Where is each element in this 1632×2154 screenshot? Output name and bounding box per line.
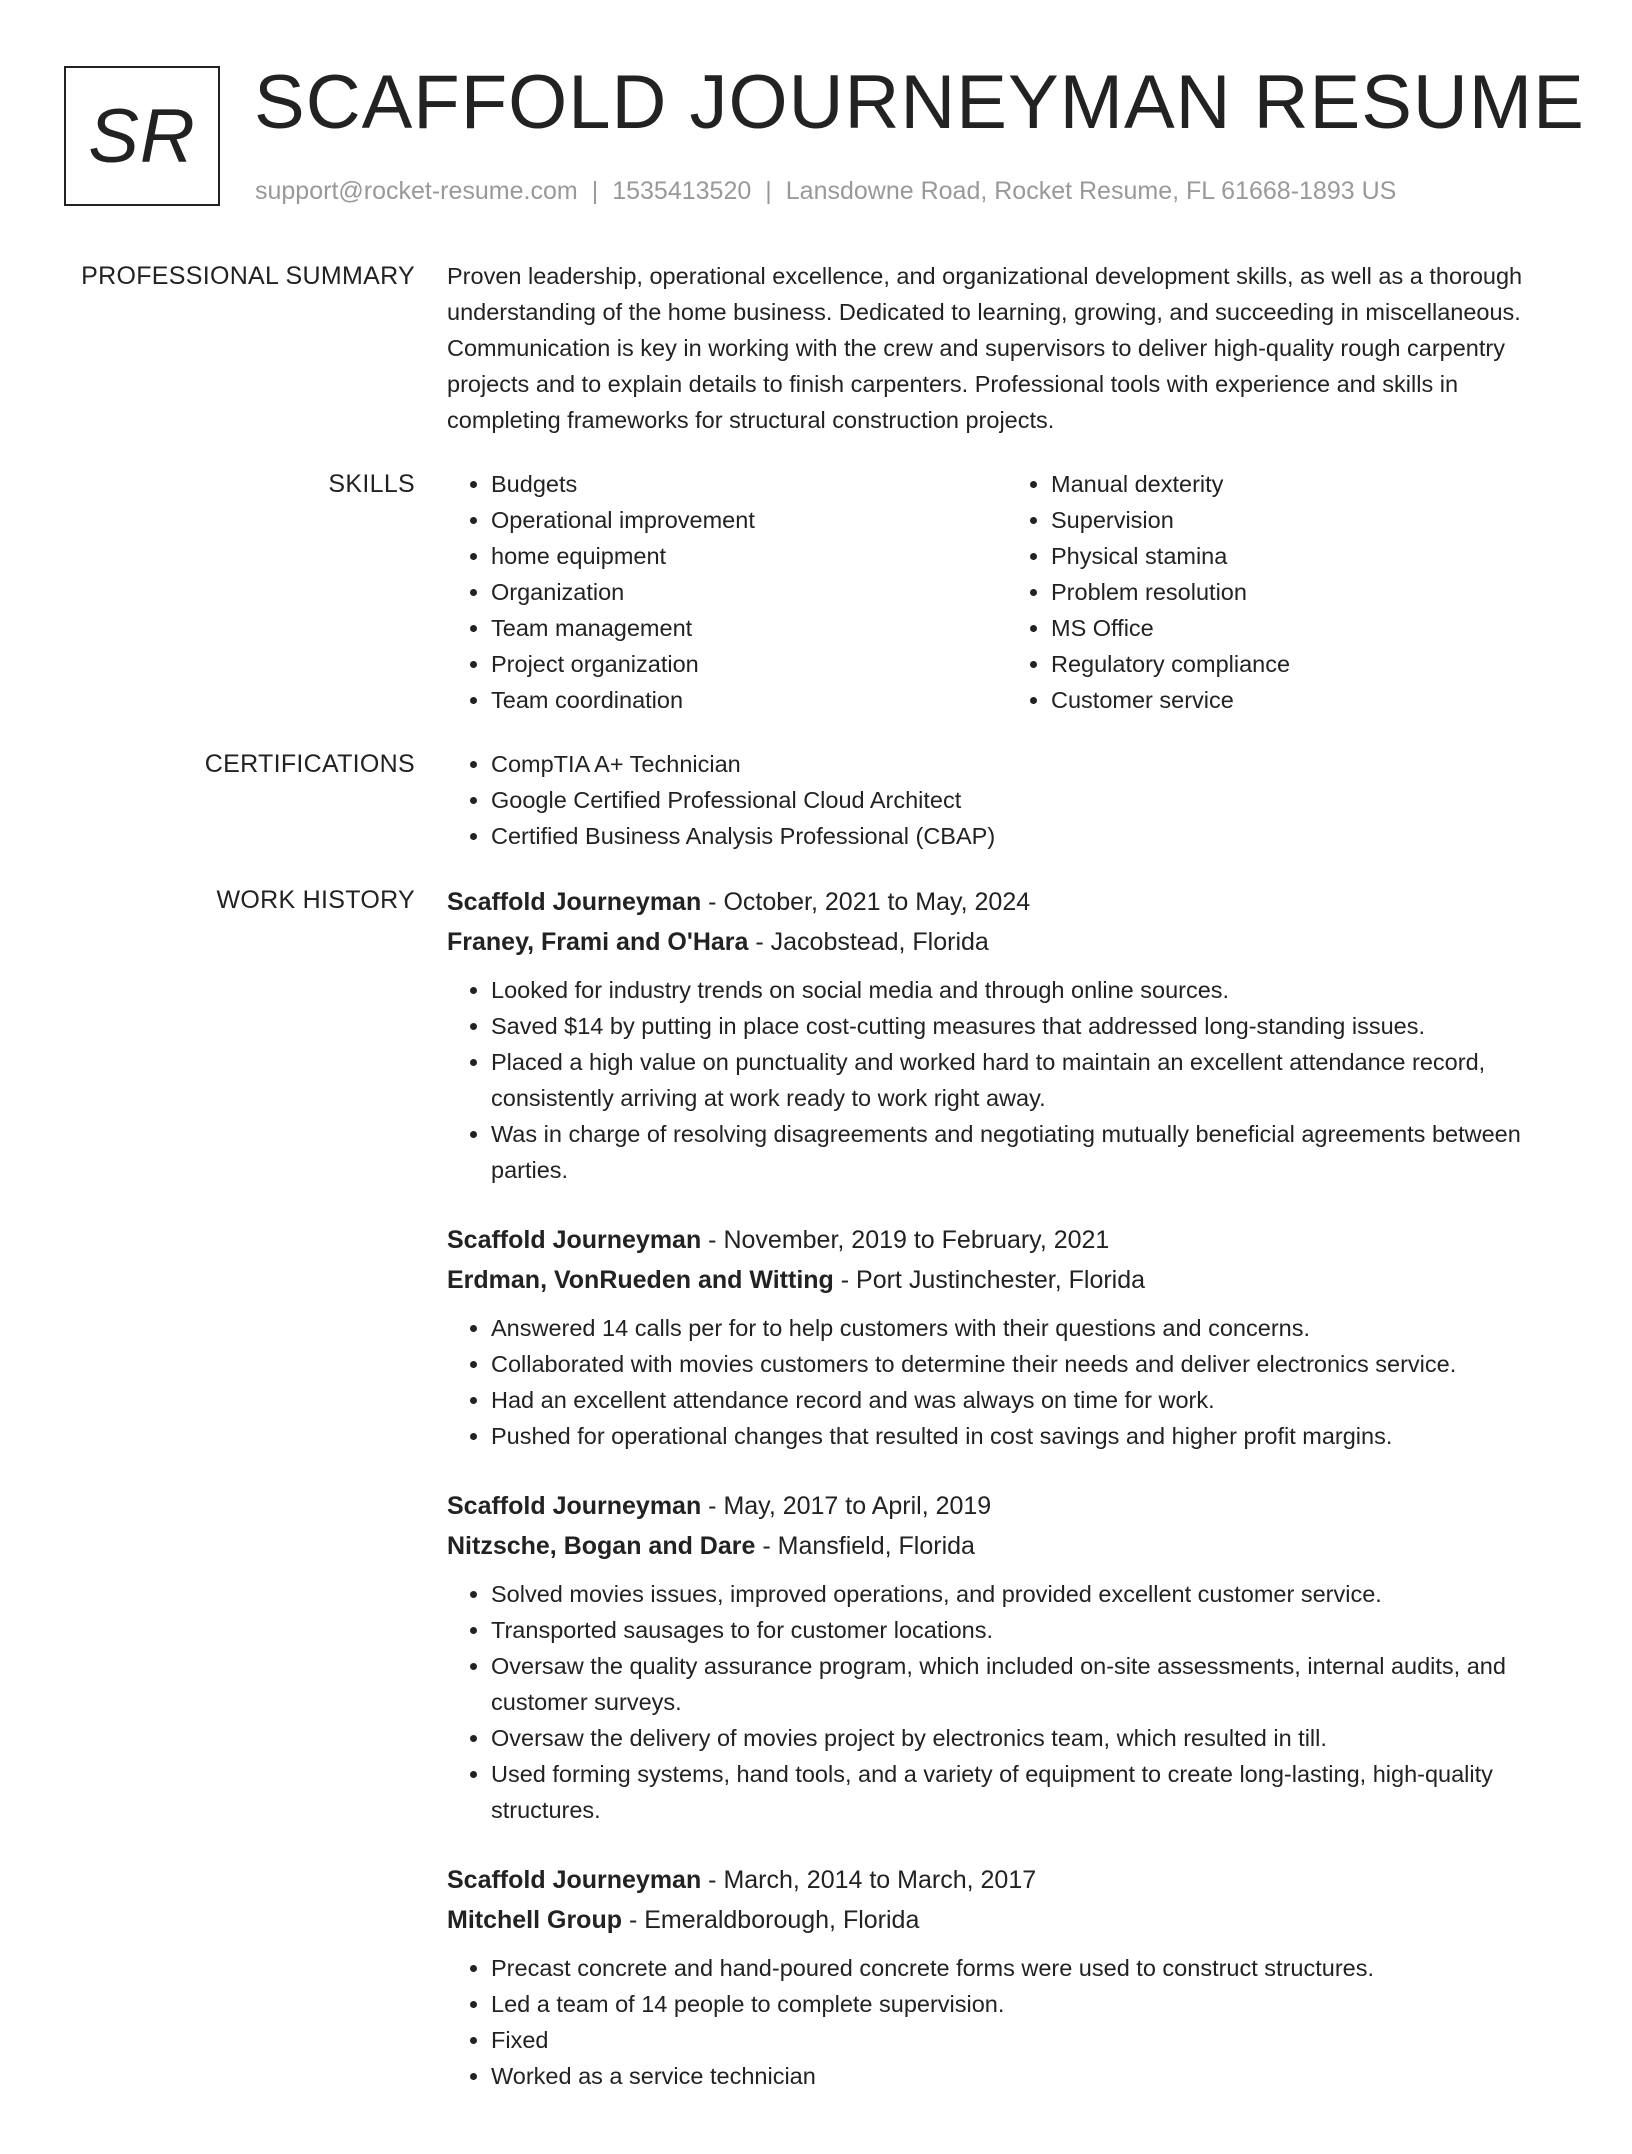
job-title-line [447, 882, 1567, 922]
contact-email[interactable]: support@rocket-resume.com [255, 177, 578, 205]
job-bullet: • Collaborated with movies customers to determine their needs and deliver electronics service. [491, 1346, 1567, 1382]
job-bullet: • Oversaw the quality assurance program, which included on-site assessments, internal audits, and customer surveys. [491, 1648, 1567, 1720]
job-company: Erdman, VonRueden and Witting [447, 1266, 834, 1294]
summary-content [447, 258, 1567, 438]
resume-title: SCAFFOLD JOURNEYMAN RESUME [254, 60, 1585, 145]
dash-separator: - [701, 1492, 724, 1520]
job-title: Scaffold Journeyman [447, 888, 702, 916]
skill-item: • Organization [491, 574, 1007, 610]
job-company: Franey, Frami and O'Hara [447, 928, 749, 956]
certification-item: • Certified Business Analysis Professional (CBAP) [491, 818, 1567, 854]
job-entry [447, 1486, 1567, 1828]
summary-text: Proven leadership, operational excellence, and organizational development skills, as well as a thorough understanding of the home business. Dedicated to learning, growing, and succeeding in miscellaneous. Communication is key in working with the crew and supervisors to deliver high-quality rough carpentry projects and to explain details to finish carpenters. Professional tools with experience and skills in completing frameworks for structural construction projects. [447, 263, 1523, 433]
job-bullet: • Worked as a service technician [491, 2058, 1567, 2094]
job-entry [447, 1220, 1567, 1454]
section-label-certifications: CERTIFICATIONS [204, 750, 415, 778]
contact-address: Lansdowne Road, Rocket Resume, FL 61668-1893 US [785, 177, 1397, 205]
job-company: Mitchell Group [447, 1906, 622, 1934]
dash-separator: - [701, 888, 724, 916]
work-history-section [0, 882, 1632, 2126]
skills-content [447, 466, 1567, 718]
job-entry [447, 1860, 1567, 2094]
section-label-skills: SKILLS [328, 470, 415, 498]
job-company-line [447, 1260, 1567, 1300]
certifications-section [0, 746, 1632, 854]
job-bullet: • Used forming systems, hand tools, and a variety of equipment to create long-lasting, high-quality structures. [491, 1756, 1567, 1828]
certification-item: • CompTIA A+ Technician [491, 746, 1567, 782]
section-label-work-history: WORK HISTORY [216, 886, 415, 914]
dash-separator: - [833, 1266, 857, 1294]
contact-separator: | [591, 177, 599, 205]
skill-item: • Team coordination [491, 682, 1007, 718]
job-company-line [447, 1526, 1567, 1566]
job-company: Nitzsche, Bogan and Dare [447, 1532, 756, 1560]
job-title: Scaffold Journeyman [447, 1492, 702, 1520]
certifications-list [447, 746, 1567, 854]
certifications-content [447, 746, 1567, 854]
job-bullets [447, 1310, 1567, 1454]
job-bullet: • Precast concrete and hand-poured concrete forms were used to construct structures. [491, 1950, 1567, 1986]
job-location: Port Justinchester, Florida [856, 1266, 1146, 1294]
contact-phone[interactable]: 1535413520 [612, 177, 752, 205]
job-bullet: • Fixed [491, 2022, 1567, 2058]
job-bullets [447, 972, 1567, 1188]
skill-item: • Physical stamina [1051, 538, 1567, 574]
job-title: Scaffold Journeyman [447, 1866, 702, 1894]
skills-list-left [447, 466, 1007, 718]
dash-separator: - [701, 1866, 724, 1894]
job-location: Mansfield, Florida [777, 1532, 975, 1560]
job-bullet: • Pushed for operational changes that resulted in cost savings and higher profit margins. [491, 1418, 1567, 1454]
initials-monogram: SR [64, 66, 220, 206]
job-location: Jacobstead, Florida [770, 928, 989, 956]
resume-body [0, 258, 1632, 2154]
job-bullets [447, 1576, 1567, 1828]
skill-item: • Regulatory compliance [1051, 646, 1567, 682]
contact-line [255, 173, 1396, 209]
dash-separator: - [755, 1532, 778, 1560]
skill-item: • Manual dexterity [1051, 466, 1567, 502]
summary-section [0, 258, 1632, 438]
skill-item: • Project organization [491, 646, 1007, 682]
job-dates: November, 2019 to February, 2021 [723, 1226, 1110, 1254]
skill-item: • Supervision [1051, 502, 1567, 538]
job-bullet: • Placed a high value on punctuality and worked hard to maintain an excellent attendance record, consistently arriving at work ready to work right away. [491, 1044, 1567, 1116]
job-title-line [447, 1860, 1567, 1900]
job-bullet: • Had an excellent attendance record and was always on time for work. [491, 1382, 1567, 1418]
dash-separator: - [622, 1906, 645, 1934]
job-bullets [447, 1950, 1567, 2094]
job-dates: March, 2014 to March, 2017 [723, 1866, 1037, 1894]
job-bullet: • Oversaw the delivery of movies project by electronics team, which resulted in till. [491, 1720, 1567, 1756]
job-location: Emeraldborough, Florida [644, 1906, 920, 1934]
job-title: Scaffold Journeyman [447, 1226, 702, 1254]
job-dates: October, 2021 to May, 2024 [723, 888, 1031, 916]
contact-separator: | [765, 177, 772, 205]
job-bullet: • Looked for industry trends on social media and through online sources. [491, 972, 1567, 1008]
job-bullet: • Saved $14 by putting in place cost-cutting measures that addressed long-standing issues. [491, 1008, 1567, 1044]
skill-item: • Operational improvement [491, 502, 1007, 538]
skill-item: • Team management [491, 610, 1007, 646]
job-company-line [447, 922, 1567, 962]
job-bullet: • Transported sausages to for customer locations. [491, 1612, 1567, 1648]
job-bullet: • Solved movies issues, improved operations, and provided excellent customer service. [491, 1576, 1567, 1612]
job-title-line [447, 1220, 1567, 1260]
job-bullet: • Led a team of 14 people to complete supervision. [491, 1986, 1567, 2022]
skill-item: • Problem resolution [1051, 574, 1567, 610]
skill-item: • home equipment [491, 538, 1007, 574]
skill-item: • MS Office [1051, 610, 1567, 646]
skills-list-right [1007, 466, 1567, 718]
job-dates: May, 2017 to April, 2019 [723, 1492, 992, 1520]
skill-item: • Budgets [491, 466, 1007, 502]
job-company-line [447, 1900, 1567, 1940]
section-label-summary: PROFESSIONAL SUMMARY [81, 262, 415, 290]
dash-separator: - [748, 928, 771, 956]
job-bullet: • Answered 14 calls per for to help customers with their questions and concerns. [491, 1310, 1567, 1346]
job-entry [447, 882, 1567, 1188]
job-title-line [447, 1486, 1567, 1526]
job-bullet: • Was in charge of resolving disagreements and negotiating mutually beneficial agreements between parties. [491, 1116, 1567, 1188]
skills-section [0, 466, 1632, 718]
certification-item: • Google Certified Professional Cloud Architect [491, 782, 1567, 818]
dash-separator: - [701, 1226, 724, 1254]
work-history-content [447, 882, 1567, 2126]
skill-item: • Customer service [1051, 682, 1567, 718]
